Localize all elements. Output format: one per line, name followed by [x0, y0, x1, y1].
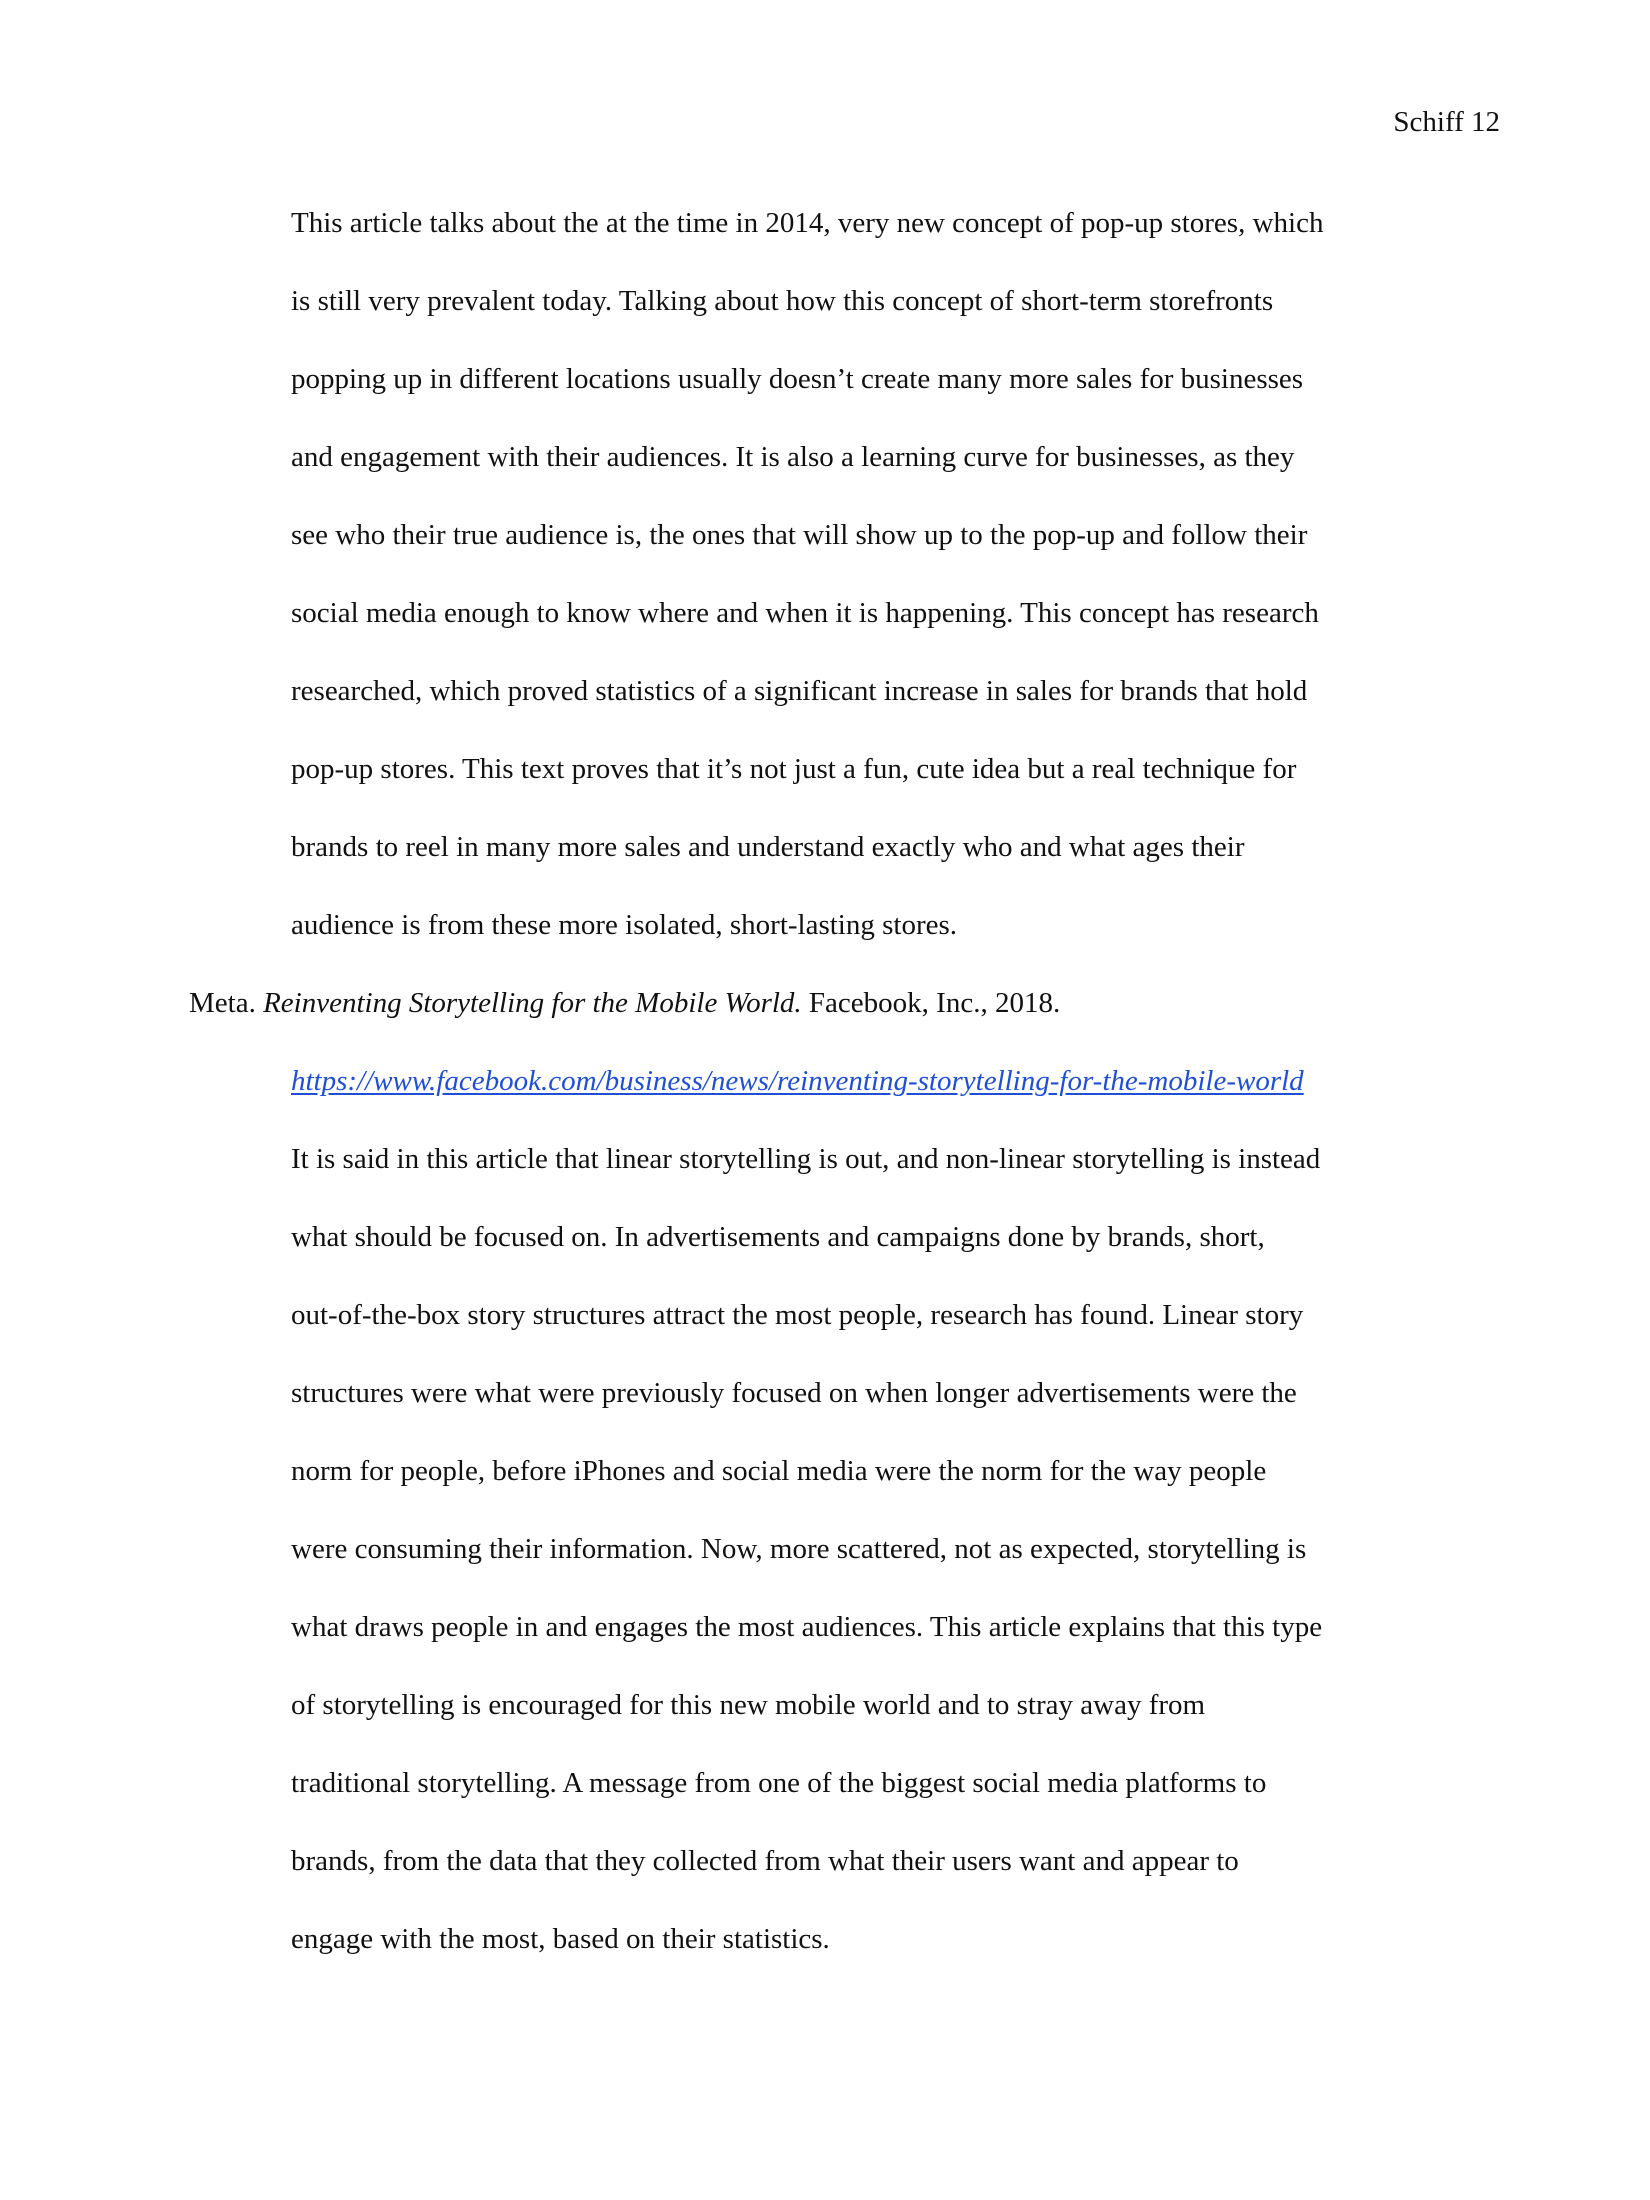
citation-entry — [189, 985, 1060, 1021]
annotation-one-line: is still very prevalent today. Talking about how this concept of short-term storefronts — [291, 285, 1274, 317]
annotation-one-line: see who their true audience is, the ones that will show up to the pop-up and follow their — [291, 519, 1308, 551]
annotation-two-line: norm for people, before iPhones and social media were the norm for the way people — [291, 1455, 1267, 1487]
annotation-two-line: what should be focused on. In advertisements and campaigns done by brands, short, — [291, 1221, 1265, 1253]
annotation-two-line: of storytelling is encouraged for this new mobile world and to stray away from — [291, 1689, 1206, 1721]
annotation-one-line: pop-up stores. This text proves that it’s not just a fun, cute idea but a real technique for — [291, 753, 1297, 785]
running-head: Schiff 12 — [1393, 106, 1500, 138]
annotation-two-line: structures were what were previously focused on when longer advertisements were the — [291, 1377, 1297, 1409]
annotation-two-line: were consuming their information. Now, more scattered, not as expected, storytelling is — [291, 1533, 1307, 1565]
annotation-one-line: brands to reel in many more sales and understand exactly who and what ages their — [291, 831, 1245, 863]
annotation-two-line: what draws people in and engages the most audiences. This article explains that this type — [291, 1611, 1323, 1643]
annotation-two-line: traditional storytelling. A message from one of the biggest social media platforms to — [291, 1767, 1267, 1799]
citation-url-link[interactable]: https://www.facebook.com/business/news/reinventing-storytelling-for-the-mobile-world — [291, 1065, 1304, 1097]
annotation-one-line: audience is from these more isolated, short-lasting stores. — [291, 909, 958, 941]
annotation-two-line: brands, from the data that they collected from what their users want and appear to — [291, 1845, 1239, 1877]
annotation-one-line: researched, which proved statistics of a significant increase in sales for brands that hold — [291, 675, 1308, 707]
annotation-one-line: and engagement with their audiences. It is also a learning curve for businesses, as they — [291, 441, 1295, 473]
annotation-one-line: popping up in different locations usually doesn’t create many more sales for businesses — [291, 363, 1304, 395]
annotation-one-line: This article talks about the at the time in 2014, very new concept of pop-up stores, which — [291, 207, 1324, 239]
citation-title: Reinventing Storytelling for the Mobile World. — [263, 987, 802, 1019]
citation-author: Meta. — [189, 987, 256, 1019]
annotation-two-line: It is said in this article that linear storytelling is out, and non-linear storytelling is instead — [291, 1143, 1321, 1175]
annotation-two-line: engage with the most, based on their statistics. — [291, 1923, 830, 1955]
citation-url-line — [291, 1063, 1304, 1099]
annotation-one-line: social media enough to know where and when it is happening. This concept has research — [291, 597, 1319, 629]
citation-publisher: Facebook, Inc., 2018. — [808, 987, 1061, 1019]
annotation-two-line: out-of-the-box story structures attract the most people, research has found. Linear story — [291, 1299, 1304, 1331]
